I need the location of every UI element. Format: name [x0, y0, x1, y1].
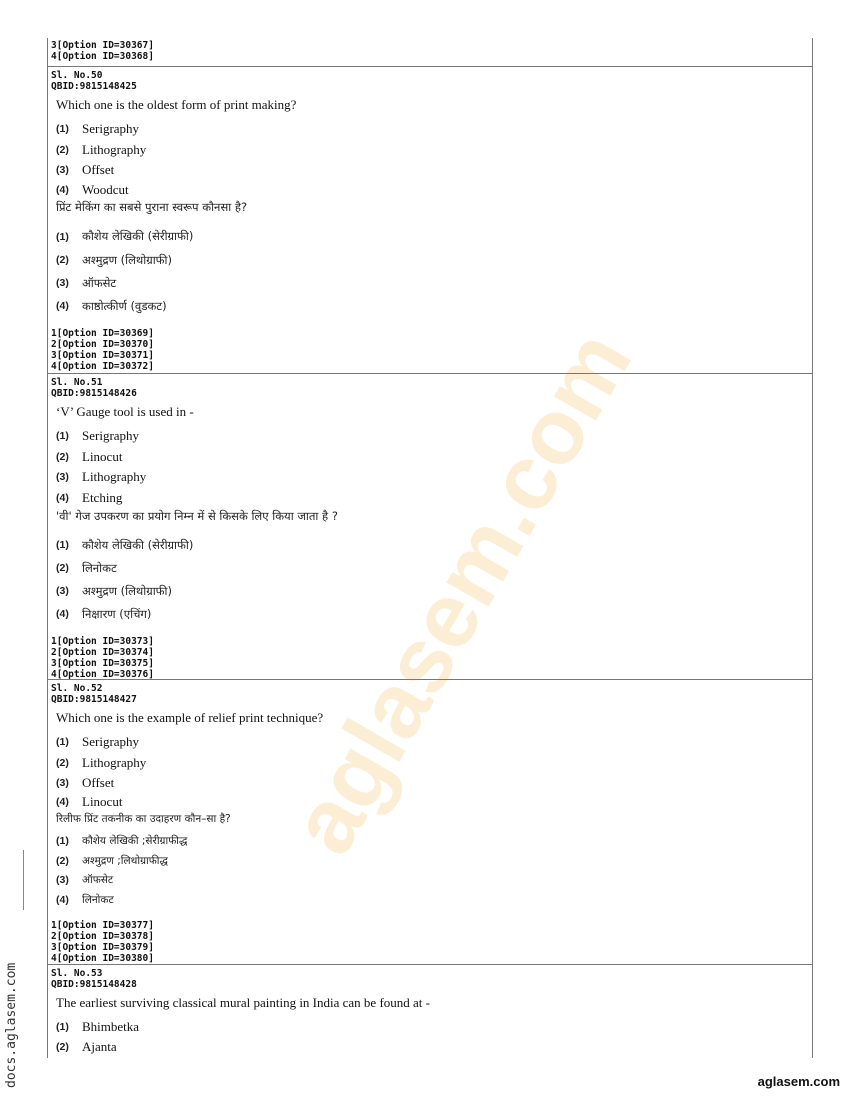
- option-en: (2) Lithography: [56, 755, 147, 771]
- serial-number: Sl. No.52: [51, 683, 103, 694]
- option-hi: (3) ऑफसेट: [56, 874, 114, 887]
- question-text-hi: 'वी' गेज उपकरण का प्रयोग निम्न में से किसके लिए किया जाता है ?: [56, 508, 338, 523]
- serial-number: Sl. No.50: [51, 70, 103, 81]
- option-hi: (1) कौशेय लेखिकी (सेरीग्राफी): [56, 537, 194, 552]
- question-block-52: [48, 679, 812, 965]
- option-en: (2) Linocut: [56, 448, 123, 464]
- option-id-list: [48, 636, 812, 681]
- question-text-hi: प्रिंट मेकिंग का सबसे पुराना स्वरूप कौनसा है?: [56, 199, 248, 214]
- option-en: (3) Offset: [56, 162, 115, 178]
- option-en: (2) Lithography: [56, 142, 147, 158]
- option-en: (3) Lithography: [56, 468, 147, 484]
- option-en: (1) Serigraphy: [56, 734, 140, 750]
- option-id: 1[Option ID=30369]: [51, 327, 154, 339]
- option-id: 3[Option ID=30379]: [51, 942, 154, 954]
- option-id: 2[Option ID=30378]: [51, 930, 154, 942]
- option-hi: (1) कौशेय लेखिकी ;सेरीग्राफीद्ध: [56, 834, 188, 847]
- option-en: (4) Woodcut: [56, 181, 129, 197]
- option-en: (1) Serigraphy: [56, 121, 140, 137]
- option-hi: (2) लिनोकट: [56, 560, 117, 575]
- serial-number: Sl. No.51: [51, 377, 103, 388]
- option-hi: (4) लिनोकट: [56, 893, 114, 906]
- qbid: QBID:9815148426: [51, 388, 137, 400]
- question-paper: [47, 38, 813, 1058]
- option-id: 2[Option ID=30374]: [51, 646, 154, 658]
- option-en: (1) Serigraphy: [56, 428, 140, 444]
- option-hi: (4) काष्ठोत्कीर्ण (वुडकट): [56, 298, 167, 313]
- option-id: 4[Option ID=30368]: [51, 51, 154, 63]
- side-url-text: docs.aglasem.com: [4, 962, 19, 1088]
- option-id: 1[Option ID=30373]: [51, 635, 154, 647]
- watermark: aglasem.com: [271, 314, 651, 871]
- option-en: (2) Ajanta: [56, 1038, 117, 1054]
- question-text-en: The earliest surviving classical mural painting in India can be found at -: [56, 994, 430, 1010]
- option-hi: (2) अश्मुद्रण ;लिथोग्राफीद्ध: [56, 854, 168, 867]
- question-text-en: Which one is the example of relief print technique?: [56, 709, 324, 725]
- qbid: QBID:9815148427: [51, 694, 137, 706]
- option-en: (4) Etching: [56, 489, 123, 505]
- option-id: 3[Option ID=30367]: [51, 40, 154, 51]
- question-text-en: ‘V’ Gauge tool is used in -: [56, 403, 194, 419]
- serial-number: Sl. No.53: [51, 968, 103, 979]
- previous-question-tail: [48, 40, 812, 63]
- option-id: 1[Option ID=30377]: [51, 919, 154, 931]
- option-en: (1) Bhimbetka: [56, 1018, 140, 1034]
- option-id: 4[Option ID=30376]: [51, 669, 154, 681]
- option-id: 4[Option ID=30380]: [51, 953, 154, 965]
- option-en: (3) Offset: [56, 775, 115, 791]
- question-text-hi: रिलीफ प्रिंट तकनीक का उदाहरण कौन–सा है?: [56, 812, 231, 825]
- option-id: 2[Option ID=30370]: [51, 338, 154, 350]
- qbid: QBID:9815148428: [51, 979, 137, 991]
- brand-footer: aglasem.com: [757, 1074, 840, 1089]
- question-block-53: [48, 964, 812, 1057]
- question-block-51: [48, 373, 812, 681]
- option-en: (4) Linocut: [56, 794, 123, 810]
- option-id: 3[Option ID=30375]: [51, 658, 154, 670]
- qbid: QBID:9815148425: [51, 81, 137, 93]
- question-text-en: Which one is the oldest form of print making?: [56, 96, 297, 112]
- option-id-list: [48, 328, 812, 373]
- option-hi: (3) ऑफसेट: [56, 275, 117, 290]
- side-divider: [23, 850, 24, 910]
- option-id-list: [48, 920, 812, 965]
- option-hi: (2) अश्मुद्रण (लिथोग्राफी): [56, 252, 173, 267]
- option-hi: (4) निक्षारण (एचिंग): [56, 606, 152, 621]
- option-id: 3[Option ID=30371]: [51, 350, 154, 362]
- option-hi: (3) अश्मुद्रण (लिथोग्राफी): [56, 583, 173, 598]
- option-id: 4[Option ID=30372]: [51, 361, 154, 373]
- question-block-50: [48, 66, 812, 373]
- option-hi: (1) कौशेय लेखिकी (सेरीग्राफी): [56, 229, 194, 244]
